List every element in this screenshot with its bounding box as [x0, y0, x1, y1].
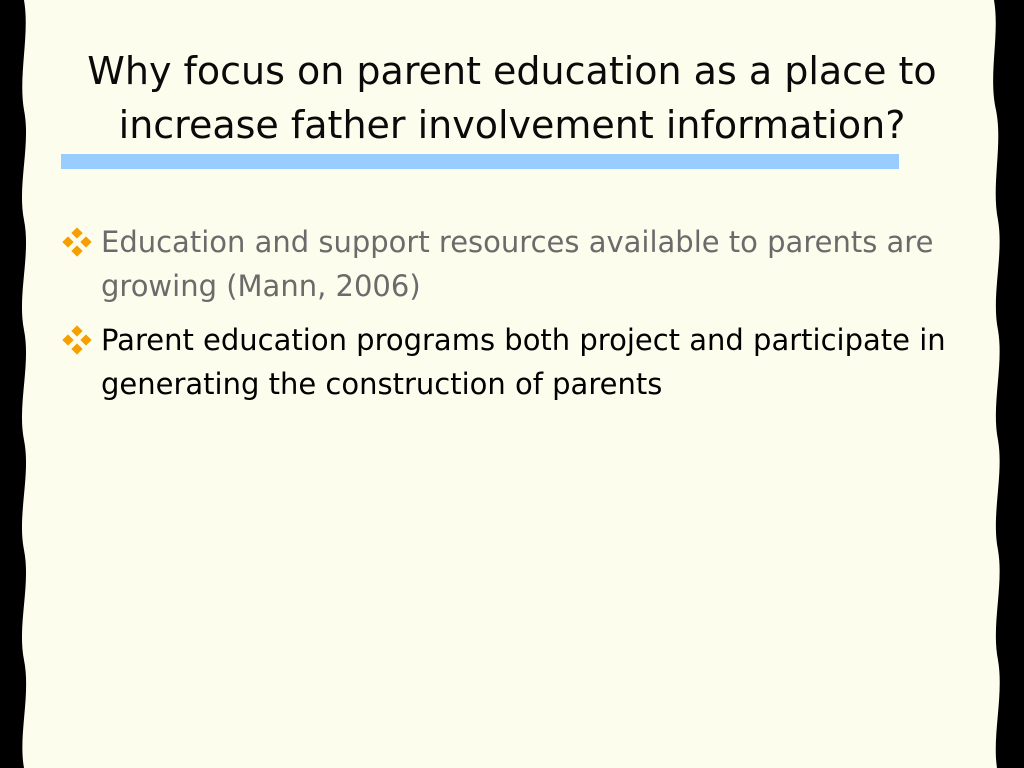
- bullet-list: [62, 220, 962, 416]
- four-diamond-bullet-icon: [62, 227, 92, 257]
- bullet-text: Parent education programs both project and participate in generating the construction of parents: [101, 323, 946, 401]
- bullet-item: [62, 318, 962, 406]
- slide-title: Why focus on parent education as a place to increase father involvement information?: [87, 49, 937, 147]
- bullet-text: Education and support resources available to parents are growing (Mann, 2006): [101, 225, 934, 303]
- four-diamond-bullet-icon: [62, 325, 92, 355]
- bullet-item: [62, 220, 962, 308]
- title-underline-bar: [61, 154, 899, 169]
